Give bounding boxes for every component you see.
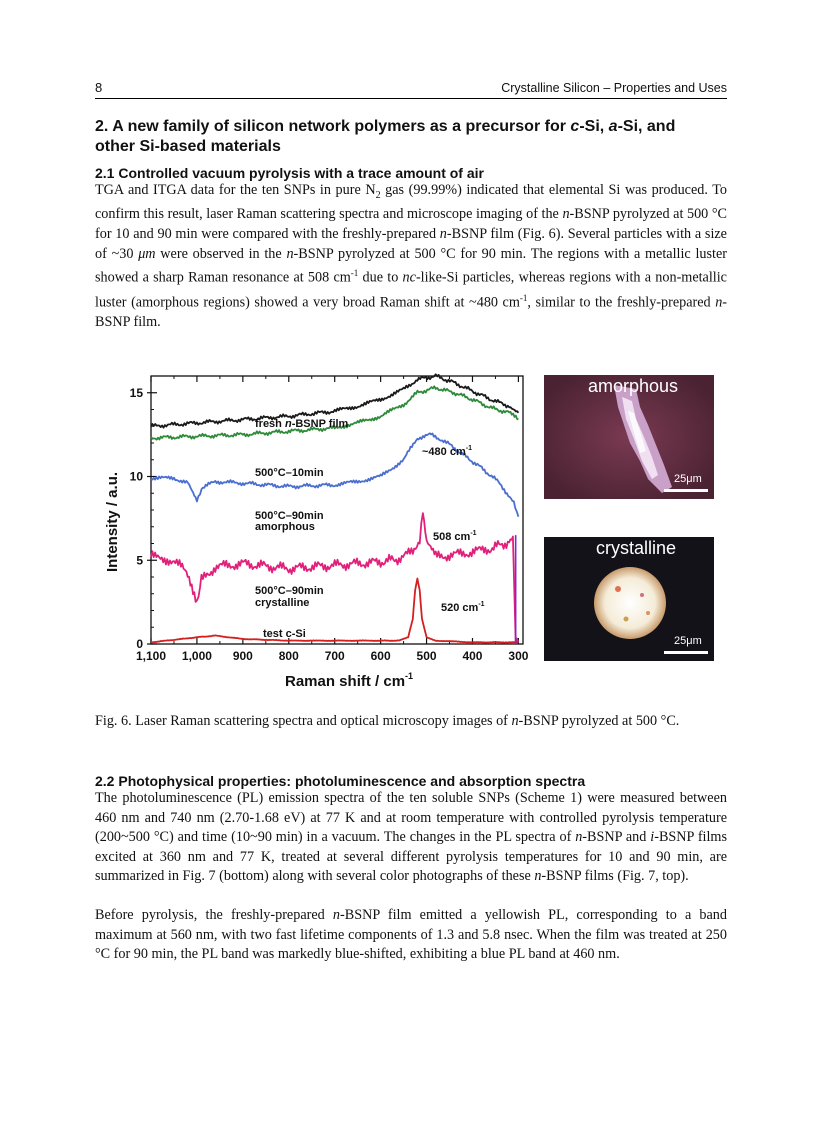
label-amorphous: amorphous bbox=[255, 521, 315, 533]
y-tick-label: 15 bbox=[129, 385, 143, 400]
y-tick-label: 10 bbox=[129, 469, 143, 484]
crystalline-scale-bar bbox=[664, 651, 708, 654]
label-fresh: fresh n-BSNP film bbox=[255, 418, 349, 430]
series-line-1 bbox=[151, 386, 518, 439]
x-tick-label: 800 bbox=[278, 649, 299, 663]
crystalline-label: crystalline bbox=[596, 538, 677, 558]
label-peak-480: ~480 $cm^{-1}$ bbox=[422, 445, 472, 458]
amorphous-micrograph bbox=[544, 375, 714, 499]
x-tick-label: 600 bbox=[370, 649, 391, 663]
x-tick-label: 700 bbox=[324, 649, 345, 663]
paragraph-2-1: TGA and ITGA data for the ten SNPs in pure $N_2$ gas (99.99%) indicated that elemental Si was produced. To confirm this result, laser Raman scattering spectra and microscope imaging of the n-BSNP pyrolyzed at 500 °C for 10 and 90 min were compared with the freshly-prepared n-BSNP film (Fig. 6). Several particles with a size of ~30 μm were observed in the n-BSNP pyrolyzed at 500 °C for 90 min. The regions with a metallic luster showed a sharp Raman resonance at 508 $cm^{-1}$ due to nc-like-Si particles, whereas regions with a non-metallic luster (amorphous regions) showed a very broad Raman shift at ~480 $cm^{-1}$, similar to the freshly-prepared n-BSNP film. bbox=[95, 182, 728, 330]
subsection-heading-2-1: 2.1 Controlled vacuum pyrolysis with a trace amount of air bbox=[95, 165, 484, 181]
label-peak-520: 520 $cm^{-1}$ bbox=[441, 601, 485, 614]
label-500c-10min: 500°C–10min bbox=[255, 467, 324, 479]
figure-6 bbox=[95, 362, 727, 702]
label-500c-90min-c: 500°C–90min bbox=[255, 585, 324, 597]
x-axis-label: Raman shift / $cm^{-1}$ bbox=[285, 671, 414, 690]
label-test-csi: test c-Si bbox=[263, 628, 306, 640]
raman-chart bbox=[95, 362, 545, 702]
amorphous-scale-label: 25μm bbox=[674, 473, 702, 485]
label-500c-90min-a: 500°C–90min bbox=[255, 510, 324, 522]
paragraph-2-2b: Before pyrolysis, the freshly-prepared n-BSNP film emitted a yellowish PL, corresponding to a band maximum at 560 nm, with two fast lifetime components of 1.3 and 5.8 nsec. When the film was treated at 250 °C for 90 min, the PL band was markedly blue-shifted, exhibiting a blue PL band at 460 nm. bbox=[95, 907, 727, 963]
amorphous-scale-bar bbox=[664, 489, 708, 492]
crystalline-scale-label: 25μm bbox=[674, 635, 702, 647]
x-tick-label: 300 bbox=[508, 649, 529, 663]
running-title: Crystalline Silicon – Properties and Uses bbox=[501, 81, 727, 95]
crystalline-micrograph bbox=[544, 537, 714, 661]
x-tick-label: 500 bbox=[416, 649, 437, 663]
section-heading: 2. A new family of silicon network polymers as a precursor for c-Si, a-Si, and other Si-based materials bbox=[95, 118, 676, 155]
y-tick-label: 0 bbox=[136, 637, 143, 651]
x-tick-label: 900 bbox=[232, 649, 253, 663]
paragraph-2-2a: The photoluminescence (PL) emission spectra of the ten soluble SNPs (Scheme 1) were measured between 460 nm and 740 nm (2.70-1.68 eV) at 77 K and at room temperature with controlled pyrolysis temperature (200~500 °C) and time (10~90 min) in a vacuum. The changes in the PL spectra of n-BSNP and i-BSNP films excited at 360 nm and 77 K, treated at several different pyrolysis temperatures for 10 and 90 min, are summarized in Fig. 7 (bottom) along with several color photographs of these n-BSNP films (Fig. 7, top). bbox=[95, 790, 727, 885]
subsection-heading-2-2: 2.2 Photophysical properties: photoluminescence and absorption spectra bbox=[95, 773, 586, 789]
y-tick-label: 5 bbox=[136, 553, 143, 568]
label-crystalline: crystalline bbox=[255, 597, 310, 609]
x-tick-label: 1,100 bbox=[135, 649, 167, 663]
x-tick-label: 400 bbox=[462, 649, 483, 663]
amorphous-label: amorphous bbox=[588, 376, 679, 396]
x-tick-label: 1,000 bbox=[181, 649, 212, 663]
running-header bbox=[95, 78, 727, 99]
y-axis-label: Intensity / a.u. bbox=[104, 471, 121, 572]
label-peak-508: 508 $cm^{-1}$ bbox=[433, 530, 477, 543]
figure-caption: Fig. 6. Laser Raman scattering spectra and optical microscopy images of n-BSNP pyrolyzed at 500 °C. bbox=[95, 713, 680, 729]
page-number: 8 bbox=[95, 80, 103, 95]
